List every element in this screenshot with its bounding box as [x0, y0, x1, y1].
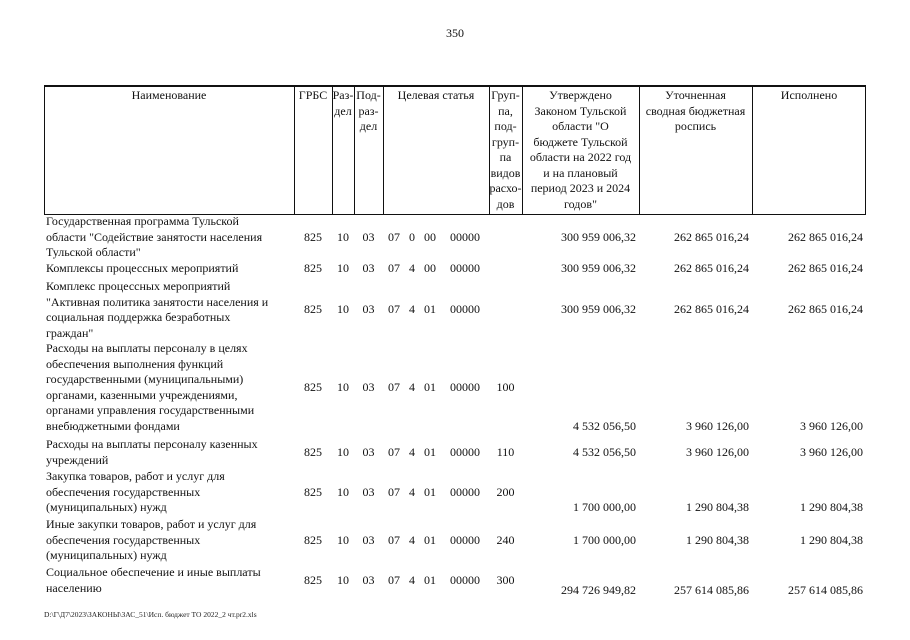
cell-podrazdel: 03 [362, 261, 375, 275]
header-line: расхо- [489, 181, 522, 195]
header-line: па [499, 150, 512, 164]
cell-razdel: 10 [337, 484, 349, 499]
cell-executed: 262 865 016,24 [788, 261, 863, 275]
row-name-line: Расходы на выплаты персоналу казенных [46, 437, 258, 451]
cell-executed: 3 960 126,00 [800, 418, 863, 433]
cell-target-program: 07 [388, 302, 400, 317]
header-line: области на 2022 год [529, 150, 632, 164]
cell-target-subtype: 01 [424, 444, 436, 459]
header-refined [639, 88, 752, 135]
row-name-line: Комплекс процессных мероприятий [46, 279, 231, 293]
cell-target-type: 4 [409, 379, 415, 394]
cell-razdel: 10 [337, 379, 349, 394]
header-line: сводная бюджетная [645, 103, 746, 118]
cell-target-type: 4 [409, 532, 415, 547]
cell-target-code: 00000 [450, 261, 480, 275]
header-line: дел [359, 119, 378, 133]
cell-target-subtype: 01 [424, 572, 436, 587]
cell-target-program: 07 [388, 379, 400, 394]
cell-grbs: 825 [304, 302, 322, 317]
header-line: области "О [552, 119, 609, 133]
header-line: бюджете Тульской [533, 134, 628, 149]
file-path-footer: D:\Г\Д7\2023\ЗАКОНЫ\ЗАС_51\Исп. бюджет ТО 2022_2 чт.pr2.xls [44, 610, 257, 619]
cell-approved: 4 532 056,50 [573, 418, 636, 433]
cell-razdel: 10 [337, 444, 349, 459]
cell-target-type: 4 [409, 444, 415, 459]
header-line: видов [490, 165, 521, 180]
cell-expense-type: 240 [496, 532, 515, 547]
row-name-line: "Активная политика занятости населения и [46, 294, 269, 309]
cell-podrazdel: 03 [362, 484, 375, 499]
row-name [46, 517, 286, 564]
cell-grbs: 825 [304, 379, 322, 394]
cell-approved: 300 959 006,32 [561, 261, 636, 275]
cell-expense-type: 200 [496, 484, 515, 499]
cell-executed: 262 865 016,24 [788, 229, 863, 244]
table-row [44, 517, 866, 564]
cell-target-subtype: 00 [424, 261, 436, 275]
cell-target-code: 00000 [450, 302, 480, 317]
header-line: период 2023 и 2024 [530, 181, 631, 195]
header-line: роспись [674, 119, 717, 133]
cell-podrazdel: 03 [362, 572, 375, 587]
cell-podrazdel: 03 [362, 229, 375, 244]
cell-expense-type: 300 [496, 572, 515, 587]
header-name: Наименование [131, 88, 207, 102]
cell-target-program: 07 [388, 229, 400, 244]
cell-target-type: 4 [409, 484, 415, 499]
row-name-line: Расходы на выплаты персоналу в целях [46, 341, 248, 355]
header-grbs: ГРБС [298, 88, 328, 102]
table-row [44, 261, 866, 277]
cell-podrazdel: 03 [362, 532, 375, 547]
cell-refined: 257 614 085,86 [674, 582, 749, 597]
header-line: па, [498, 103, 513, 118]
cell-target-code: 00000 [450, 229, 480, 244]
row-name [46, 279, 286, 341]
cell-grbs: 825 [304, 444, 322, 459]
row-name-line: (муниципальных) нужд [46, 500, 167, 514]
cell-target-subtype: 00 [424, 229, 436, 244]
header-line: раз- [358, 103, 379, 118]
row-name-line: Комплексы процессных мероприятий [46, 261, 239, 275]
col-divider [294, 85, 295, 215]
row-name-line: Социальное обеспечение и иные выплаты [46, 565, 261, 579]
cell-target-code: 00000 [450, 532, 480, 547]
row-name-line: органами, казенными учреждениями, [46, 387, 238, 402]
cell-podrazdel: 03 [362, 444, 375, 459]
cell-executed: 3 960 126,00 [800, 444, 863, 459]
row-name-line: обеспечения выполнения функций [46, 356, 224, 371]
cell-target-program: 07 [388, 572, 400, 587]
cell-razdel: 10 [337, 229, 349, 244]
cell-grbs: 825 [304, 261, 322, 275]
cell-refined: 262 865 016,24 [674, 302, 749, 317]
cell-target-type: 0 [409, 229, 415, 244]
header-line: Утверждено [549, 88, 612, 102]
row-name [46, 437, 286, 468]
cell-target-code: 00000 [450, 572, 480, 587]
row-name-line: учреждений [46, 452, 109, 467]
row-name-line: населению [46, 580, 102, 595]
cell-target-code: 00000 [450, 484, 480, 499]
row-name-line: (муниципальных) нужд [46, 548, 167, 562]
row-name-line: государственными (муниципальными) [46, 372, 244, 386]
cell-refined: 262 865 016,24 [674, 229, 749, 244]
page-number: 350 [446, 26, 464, 40]
cell-refined: 1 290 804,38 [686, 532, 749, 547]
cell-razdel: 10 [337, 572, 349, 587]
cell-target-code: 00000 [450, 444, 480, 459]
row-name [46, 214, 286, 261]
header-line: Под- [356, 88, 381, 102]
header-line: Уточненная [665, 88, 726, 102]
cell-executed: 262 865 016,24 [788, 302, 863, 317]
header-approved [522, 88, 639, 212]
col-divider [752, 85, 753, 215]
cell-approved: 4 532 056,50 [573, 444, 636, 459]
cell-approved: 294 726 949,82 [561, 582, 636, 597]
cell-target-subtype: 01 [424, 379, 436, 394]
cell-approved: 1 700 000,00 [573, 532, 636, 547]
header-line: дел [334, 103, 352, 118]
table-row [44, 437, 866, 468]
cell-expense-type: 110 [496, 444, 515, 459]
cell-target-program: 07 [388, 261, 400, 275]
header-line: Законом Тульской [534, 103, 627, 118]
row-name [46, 469, 286, 516]
cell-target-type: 4 [409, 302, 415, 317]
header-line: груп- [491, 134, 520, 149]
cell-approved: 1 700 000,00 [573, 500, 636, 514]
cell-approved: 300 959 006,32 [561, 302, 636, 317]
cell-target-type: 4 [409, 572, 415, 587]
cell-grbs: 825 [304, 229, 322, 244]
cell-target-subtype: 01 [424, 532, 436, 547]
cell-podrazdel: 03 [362, 302, 375, 317]
cell-refined: 262 865 016,24 [674, 261, 749, 275]
cell-grbs: 825 [304, 572, 322, 587]
row-name-line: органами управления государственными [46, 403, 255, 417]
table-row [44, 279, 866, 341]
cell-approved: 300 959 006,32 [561, 229, 636, 244]
row-name-line: Иные закупки товаров, работ и услуг для [46, 517, 257, 531]
header-line: под- [494, 119, 517, 133]
col-divider [383, 85, 384, 215]
table-row [44, 565, 866, 596]
table-row [44, 341, 866, 434]
cell-target-program: 07 [388, 532, 400, 547]
header-line: годов" [564, 196, 597, 211]
cell-grbs: 825 [304, 484, 322, 499]
cell-target-program: 07 [388, 484, 400, 499]
row-name-line: социальная поддержка безработных [46, 310, 231, 324]
cell-refined: 3 960 126,00 [686, 444, 749, 459]
cell-grbs: 825 [304, 532, 322, 547]
row-name [46, 565, 286, 596]
row-name-line: граждан" [46, 325, 94, 340]
row-name-line: Тульской области" [46, 245, 141, 259]
cell-target-subtype: 01 [424, 302, 436, 317]
table-row [44, 469, 866, 516]
cell-podrazdel: 03 [362, 379, 375, 394]
cell-razdel: 10 [337, 532, 349, 547]
cell-refined: 3 960 126,00 [686, 418, 749, 433]
header-podrazdel [354, 88, 383, 135]
row-name [46, 341, 286, 434]
header-line: и на плановый [543, 165, 618, 180]
cell-executed: 1 290 804,38 [800, 532, 863, 547]
header-razdel [332, 88, 354, 119]
header-line: дов [496, 196, 515, 211]
header-executed: Исполнено [780, 88, 838, 102]
header-group [489, 88, 522, 212]
cell-expense-type: 100 [496, 379, 515, 394]
cell-executed: 1 290 804,38 [800, 500, 863, 514]
row-name-line: внебюджетными фондами [46, 418, 180, 433]
cell-refined: 1 290 804,38 [686, 500, 749, 514]
row-name [46, 261, 286, 277]
cell-target-type: 4 [409, 261, 415, 275]
cell-target-subtype: 01 [424, 484, 436, 499]
cell-target-program: 07 [388, 444, 400, 459]
row-name-line: области "Содействие занятости населения [46, 229, 263, 244]
row-name-line: обеспечения государственных [46, 532, 201, 547]
header-target: Целевая статья [397, 88, 475, 102]
row-name-line: Закупка товаров, работ и услуг для [46, 469, 225, 483]
row-name-line: Государственная программа Тульской [46, 214, 239, 228]
cell-razdel: 10 [337, 261, 349, 275]
cell-executed: 257 614 085,86 [788, 582, 863, 597]
cell-razdel: 10 [337, 302, 349, 317]
header-line: Раз- [332, 88, 354, 102]
header-line: Груп- [491, 88, 520, 102]
table-row [44, 214, 866, 261]
row-name-line: обеспечения государственных [46, 484, 201, 499]
cell-target-code: 00000 [450, 379, 480, 394]
